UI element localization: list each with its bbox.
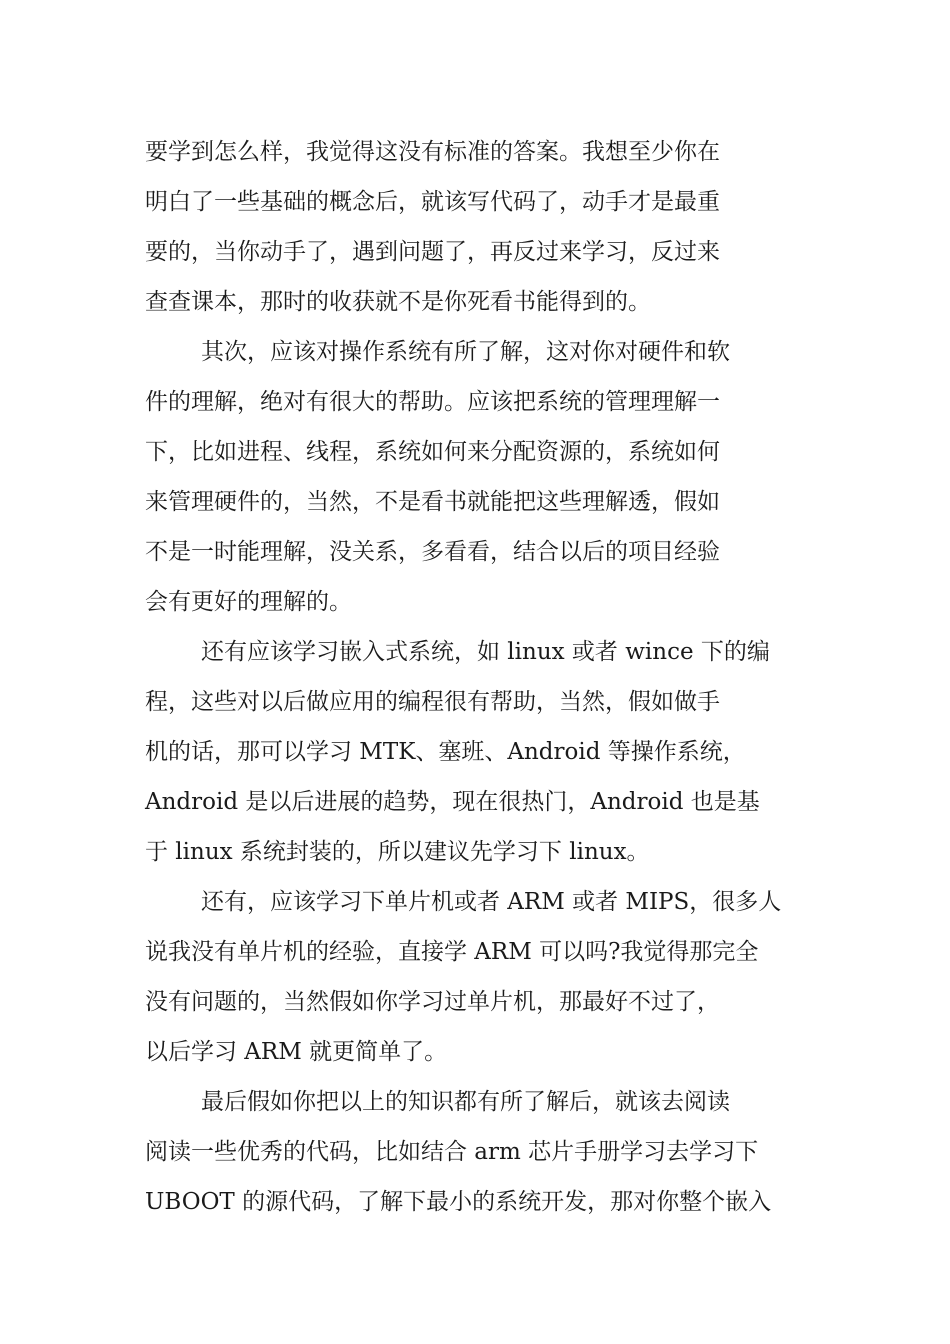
text-line-22: UBOOT 的源代码，了解下最小的系统开发，那对你整个嵌入 <box>145 1189 772 1215</box>
text-line-16: 还有，应该学习下单片机或者 ARM 或者 MIPS，很多人 <box>201 889 782 915</box>
text-line-21: 阅读一些优秀的代码，比如结合 arm 芯片手册学习去学习下 <box>145 1139 759 1165</box>
text-line-10: 会有更好的理解的。 <box>145 589 352 615</box>
text-line-17: 说我没有单片机的经验，直接学 ARM 可以吗?我觉得那完全 <box>145 939 759 965</box>
text-line-19: 以后学习 ARM 就更简单了。 <box>145 1039 448 1065</box>
text-line-11: 还有应该学习嵌入式系统，如 linux 或者 wince 下的编 <box>201 639 770 665</box>
text-line-15: 于 linux 系统封装的，所以建议先学习下 linux。 <box>145 839 650 865</box>
text-line-9: 不是一时能理解，没关系，多看看，结合以后的项目经验 <box>145 539 720 565</box>
body-text <box>145 127 810 1227</box>
text-line-14: Android 是以后进展的趋势，现在很热门，Android 也是基 <box>145 789 760 815</box>
text-line-1: 要学到怎么样，我觉得这没有标准的答案。我想至少你在 <box>145 139 720 165</box>
text-line-5: 其次，应该对操作系统有所了解，这对你对硬件和软 <box>201 339 730 365</box>
text-line-20: 最后假如你把以上的知识都有所了解后，就该去阅读 <box>201 1089 730 1115</box>
text-line-7: 下，比如进程、线程，系统如何来分配资源的，系统如何 <box>145 439 720 465</box>
text-line-6: 件的理解，绝对有很大的帮助。应该把系统的管理理解一 <box>145 389 720 415</box>
text-line-8: 来管理硬件的，当然，不是看书就能把这些理解透，假如 <box>145 489 720 515</box>
text-line-4: 查查课本，那时的收获就不是你死看书能得到的。 <box>145 289 651 315</box>
text-line-2: 明白了一些基础的概念后，就该写代码了，动手才是最重 <box>145 189 720 215</box>
text-line-13: 机的话，那可以学习 MTK、塞班、Android 等操作系统， <box>145 739 746 765</box>
text-line-18: 没有问题的，当然假如你学习过单片机，那最好不过了， <box>145 989 720 1015</box>
text-line-3: 要的，当你动手了，遇到问题了，再反过来学习，反过来 <box>145 239 720 265</box>
text-line-12: 程，这些对以后做应用的编程很有帮助，当然，假如做手 <box>145 689 720 715</box>
